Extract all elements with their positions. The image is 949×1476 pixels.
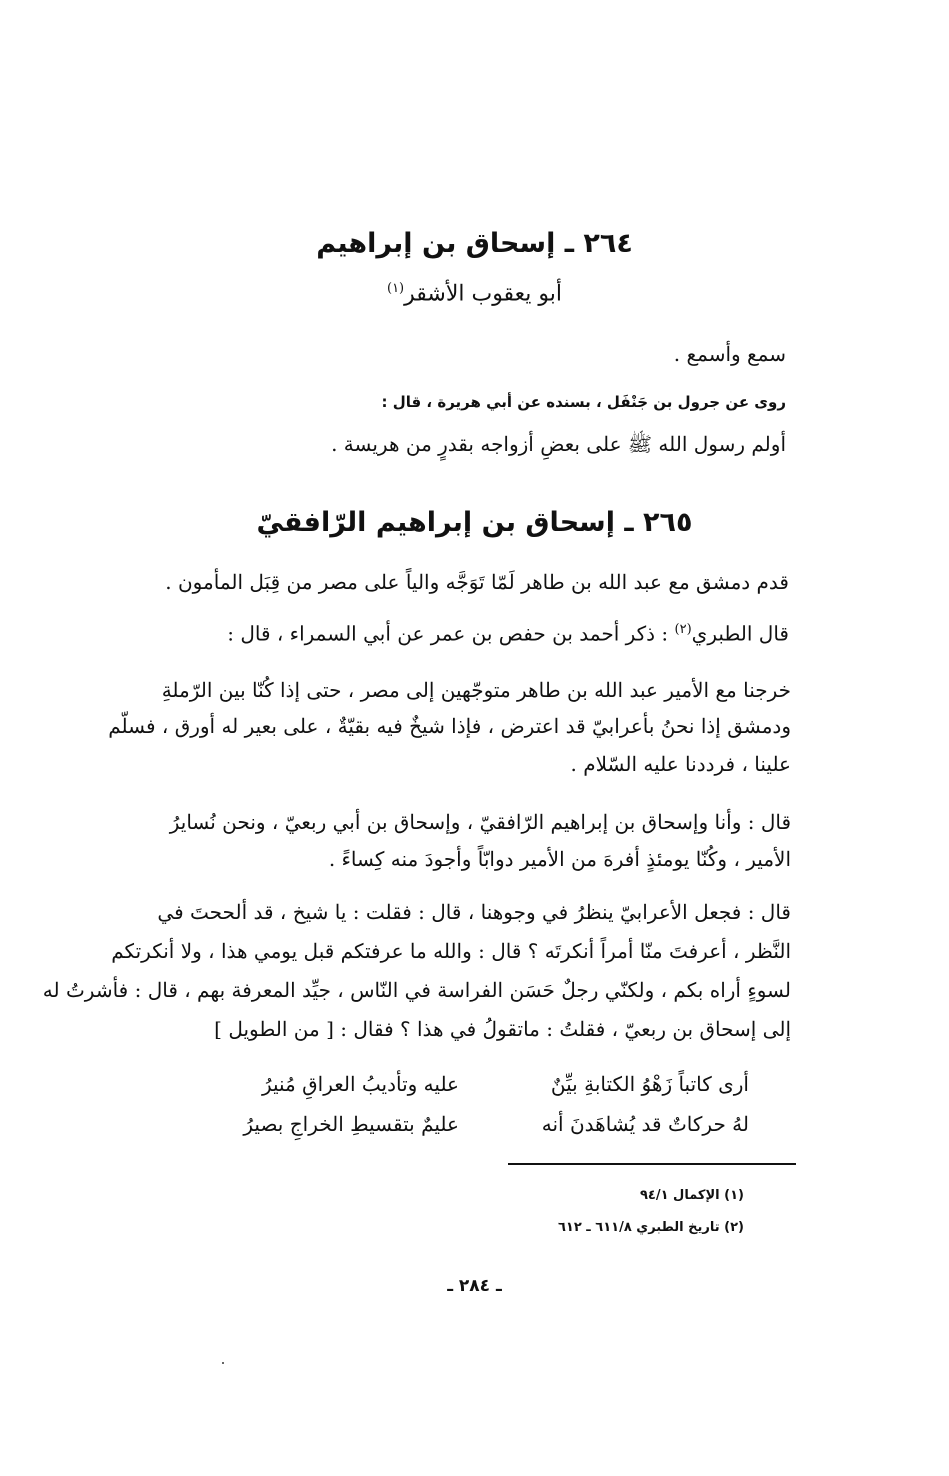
para-3-line-2: النَّظر ، أعرفتَ منّا أمراً أنكرتَه ؟ قال : والله ما عرفتكم قبل يومي هذا ، ولا أنكرتكم xyxy=(111,939,791,963)
poem-verse-2-first: لهُ حركاتٌ قد يُشاهَدنَ أنه xyxy=(541,1112,749,1136)
entry-265-title: ٢٦٥ ـ إسحاق بن إبراهيم الرّافقيّ xyxy=(256,507,693,538)
scan-speck xyxy=(222,1362,224,1364)
para-1-line-1: خرجنا مع الأمير عبد الله بن طاهر متوجّهين إلى مصر ، حتى إذا كُنّا بين الرّملةِ xyxy=(161,678,791,702)
poem-verse-2-second: عليمٌ بتقسيطِ الخراجِ بصيرُ xyxy=(243,1112,459,1136)
para-2-line-1: قال : وأنا وإسحاق بن إبراهيم الرّافقيّ ، وإسحاق بن أبي ربعيّ ، ونحن نُسايرُ xyxy=(169,810,791,834)
entry-264-title: ٢٦٤ ـ إسحاق بن إبراهيم xyxy=(316,228,633,259)
entry-264-line-3: أولم رسول الله ﷺ على بعضِ أزواجه بقدرٍ من هريسة . xyxy=(331,432,786,456)
entry-265-tabari-line xyxy=(227,616,789,648)
footnote-1: (١) الإكمال ٩٤/١ xyxy=(639,1188,744,1203)
footnote-ref-2: (٢) xyxy=(674,622,692,637)
poem-verse-1-first: أرى كاتباً زَهْوُ الكتابةِ بيِّنٌ xyxy=(550,1072,749,1096)
footnote-2: (٢) تاريخ الطبري ٦١١/٨ ـ ٦١٢ xyxy=(557,1220,744,1235)
para-1-line-2: ودمشق إذا نحنُ بأعرابيّ قد اعترض ، فإذا شيخٌ فيه بقيّةٌ ، على بعير له أورق ، فسلّم xyxy=(108,714,791,738)
tabari-rest: : ذكر أحمد بن حفص بن عمر عن أبي السمراء ، قال : xyxy=(227,621,675,646)
entry-264-line-2: روى عن جرول بن جَنْفَل ، بسنده عن أبي هريرة ، قال : xyxy=(381,393,786,411)
entry-265-intro: قدم دمشق مع عبد الله بن طاهر لَمّا تَوَجَّه والياً على مصر من قِبَل المأمون . xyxy=(165,570,789,594)
footnote-ref-1: (١) xyxy=(386,281,405,296)
entry-264-kunya-line xyxy=(0,274,949,309)
para-3-line-4: إلى إسحاق بن ربعيّ ، فقلتُ : ماتقولُ في هذا ؟ فقال : [ من الطويل ] xyxy=(214,1017,791,1041)
tabari-prefix: قال الطبري xyxy=(691,621,789,646)
poem-verse-1-second: عليه وتأديبُ العراقِ مُنيرُ xyxy=(261,1072,459,1096)
entry-264-line-1: سمع وأسمع . xyxy=(673,342,786,366)
para-3-line-1: قال : فجعل الأعرابيّ ينظرُ في وجوهنا ، قال : فقلت : يا شيخ ، قد ألححتَ في xyxy=(157,900,791,924)
footnote-rule xyxy=(508,1163,796,1165)
page-number: ـ ٢٨٤ ـ xyxy=(447,1276,502,1296)
para-3-line-3: لسوءٍ أراه بكم ، ولكنّي رجلٌ حَسَن الفراسة في النّاس ، جيِّد المعرفة بهم ، قال : فأشرتُ له xyxy=(42,978,791,1002)
para-1-line-3: علينا ، فرددنا عليه السّلام . xyxy=(570,752,791,776)
entry-264-kunya: أبو يعقوب الأشقر xyxy=(404,281,563,307)
para-2-line-2: الأمير ، وكُنّا يومئذٍ أفرهَ من الأمير دوابّاً وأجودَ منه كِساءً . xyxy=(328,847,791,871)
